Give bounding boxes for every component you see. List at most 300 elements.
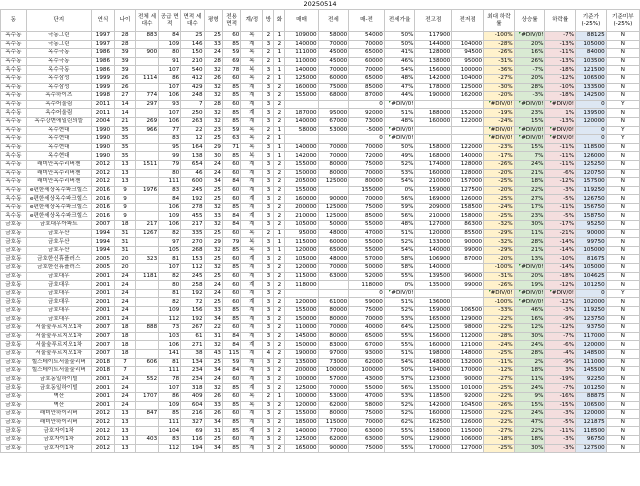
table-cell[interactable] [135,246,158,255]
table-cell[interactable]: 95000 [285,229,318,238]
table-cell[interactable]: 57000 [349,255,385,264]
column-header[interactable]: 최대 하락률 [484,10,515,32]
table-cell[interactable] [135,66,158,75]
table-cell[interactable]: 옥수동 [1,152,27,161]
table-cell[interactable]: 84 [159,32,181,41]
table-cell[interactable]: 계 [241,324,263,333]
table-cell[interactable]: 80000 [349,178,385,187]
table-cell[interactable]: 금호동 [1,427,27,436]
table-cell[interactable]: 금호대우 [26,307,91,316]
table-cell[interactable]: 복 [241,392,263,401]
column-header[interactable]: 동 [1,10,27,32]
table-cell[interactable]: 32 [204,66,222,75]
table-cell[interactable]: 11% [514,375,545,384]
table-cell[interactable]: 278 [181,203,204,212]
table-cell[interactable]: 105 [159,246,181,255]
table-cell[interactable]: -21% [545,229,576,238]
table-cell[interactable]: 60 [222,100,240,109]
table-cell[interactable]: -11% [545,427,576,436]
table-cell[interactable]: 금호동 [1,315,27,324]
table-cell[interactable]: 2 [263,32,274,41]
table-cell[interactable]: 121000 [452,341,484,350]
table-cell[interactable]: 3 [263,109,274,118]
table-cell[interactable]: 16% [514,49,545,58]
table-cell[interactable]: 170000 [415,444,452,453]
table-cell[interactable]: N [606,332,639,341]
table-cell[interactable]: 금호동 [1,264,27,273]
table-cell[interactable]: 3 [263,246,274,255]
table-cell[interactable]: 32 [204,83,222,92]
table-cell[interactable]: -5% [545,418,576,427]
column-header[interactable]: 화 [274,10,285,32]
table-cell[interactable]: 140000 [285,66,318,75]
table-cell[interactable]: 115000 [452,427,484,436]
table-cell[interactable]: 29 [204,143,222,152]
table-cell[interactable]: 85000 [349,83,385,92]
table-cell[interactable]: 31 [115,238,136,247]
table-cell[interactable]: 2 [274,444,285,453]
table-cell[interactable]: -29% [484,246,515,255]
table-cell[interactable]: 63000 [318,272,349,281]
table-cell[interactable]: 55% [384,332,415,341]
table-cell[interactable]: 금호동일하이빌 [26,384,91,393]
table-cell[interactable]: 1990 [91,135,114,144]
table-cell[interactable]: #DIV/0! [514,289,545,298]
table-cell[interactable]: N [606,169,639,178]
table-cell[interactable]: 60 [222,272,240,281]
table-cell[interactable]: 164 [181,143,204,152]
table-cell[interactable]: 20 [115,264,136,273]
table-cell[interactable]: 107 [159,66,181,75]
table-cell[interactable]: 2011 [91,109,114,118]
table-cell[interactable]: N [606,83,639,92]
table-cell[interactable]: 85 [222,83,240,92]
table-cell[interactable]: 32 [204,203,222,212]
table-cell[interactable]: 132000 [452,358,484,367]
table-cell[interactable]: 111 [159,418,181,427]
table-cell[interactable]: 0 [576,126,607,135]
table-cell[interactable] [452,135,484,144]
table-cell[interactable]: 26 [204,410,222,419]
table-cell[interactable]: 78 [222,66,240,75]
table-cell[interactable]: 3 [263,358,274,367]
table-cell[interactable]: 71 [222,143,240,152]
table-cell[interactable]: 48000 [318,255,349,264]
table-cell[interactable]: -12% [484,367,515,376]
table-cell[interactable]: 125000 [318,203,349,212]
table-cell[interactable]: 1986 [91,66,114,75]
table-cell[interactable]: 104000 [452,40,484,49]
table-cell[interactable]: 77000 [318,427,349,436]
column-header[interactable]: 면적 세대수 [181,10,204,32]
table-cell[interactable]: 85 [222,117,240,126]
table-cell[interactable]: 162500 [415,418,452,427]
table-cell[interactable]: -3% [545,444,576,453]
table-cell[interactable]: 2001 [91,392,114,401]
table-cell[interactable]: 269 [135,117,158,126]
table-cell[interactable]: 20 [115,255,136,264]
table-cell[interactable]: 13 [115,169,136,178]
table-cell[interactable]: e편한세상옥수파크힐스 [26,212,91,221]
table-cell[interactable]: #DIV/0! [545,289,576,298]
table-cell[interactable]: 156000 [415,332,452,341]
table-cell[interactable]: 2012 [91,160,114,169]
table-cell[interactable] [452,100,484,109]
table-cell[interactable]: 85 [159,410,181,419]
table-cell[interactable]: 200000 [285,203,318,212]
table-cell[interactable]: 32 [204,109,222,118]
table-cell[interactable]: -25% [484,178,515,187]
table-cell[interactable]: 192 [181,195,204,204]
table-cell[interactable]: e편한세상옥수파크힐스 [26,195,91,204]
table-cell[interactable]: #DIV/0! [545,100,576,109]
table-cell[interactable]: 금호동 [1,281,27,290]
table-cell[interactable]: 95 [159,143,181,152]
table-cell[interactable]: 34 [204,418,222,427]
table-cell[interactable]: 80 [159,49,181,58]
table-cell[interactable]: 금호동 [1,229,27,238]
table-cell[interactable]: 3 [263,324,274,333]
table-cell[interactable]: 2 [263,57,274,66]
table-cell[interactable]: 245 [181,186,204,195]
table-cell[interactable]: #DIV/0! [384,126,415,135]
table-cell[interactable]: 3 [263,272,274,281]
table-cell[interactable]: 18 [115,349,136,358]
table-cell[interactable]: 금호동 [1,307,27,316]
table-cell[interactable]: 금호대우 [26,298,91,307]
table-cell[interactable]: 24 [204,375,222,384]
table-cell[interactable]: 24 [115,298,136,307]
table-cell[interactable]: -18% [484,435,515,444]
table-cell[interactable]: 옥수동 [1,83,27,92]
table-cell[interactable]: 53000 [318,126,349,135]
table-cell[interactable]: 57000 [318,375,349,384]
table-cell[interactable]: 156750 [576,203,607,212]
table-cell[interactable]: #DIV/0! [384,100,415,109]
table-cell[interactable]: 115000 [285,272,318,281]
table-cell[interactable]: 복 [241,401,263,410]
table-cell[interactable]: 106900 [415,255,452,264]
column-header[interactable]: 전세 [318,10,349,32]
table-cell[interactable]: 2018 [91,358,114,367]
table-cell[interactable]: 계 [241,186,263,195]
table-cell[interactable]: 12 [181,135,204,144]
table-cell[interactable]: 170000 [452,367,484,376]
table-cell[interactable]: 119250 [576,186,607,195]
table-cell[interactable] [285,289,318,298]
table-cell[interactable]: -27% [484,74,515,83]
table-cell[interactable]: 105000 [285,221,318,230]
table-cell[interactable]: 100000 [285,375,318,384]
table-cell[interactable]: Y [606,135,639,144]
table-cell[interactable]: 계 [241,349,263,358]
table-cell[interactable]: 3 [263,307,274,316]
table-cell[interactable]: 옥수동 [1,92,27,101]
table-cell[interactable]: -24% [484,203,515,212]
table-cell[interactable]: 9 [115,203,136,212]
table-cell[interactable]: 3 [263,401,274,410]
table-cell[interactable]: 412 [181,74,204,83]
table-cell[interactable]: -3% [545,410,576,419]
table-cell[interactable] [135,384,158,393]
table-cell[interactable]: 234 [181,367,204,376]
table-cell[interactable]: 2 [274,160,285,169]
table-cell[interactable]: 0 [576,135,607,144]
table-cell[interactable]: 계 [241,410,263,419]
table-cell[interactable]: e편한세상옥수파크힐스 [26,186,91,195]
table-cell[interactable]: 1990 [91,152,114,161]
table-cell[interactable]: 158750 [576,212,607,221]
table-cell[interactable]: 1 [274,246,285,255]
table-cell[interactable]: 17% [514,203,545,212]
table-cell[interactable]: 127000 [415,221,452,230]
table-cell[interactable]: 70000 [318,143,349,152]
table-cell[interactable]: 1 [274,229,285,238]
table-cell[interactable]: 84 [222,221,240,230]
table-cell[interactable]: N [606,384,639,393]
table-cell[interactable]: 60 [222,298,240,307]
table-cell[interactable]: 117000 [576,332,607,341]
table-cell[interactable]: 24 [115,289,136,298]
table-cell[interactable]: 3 [263,315,274,324]
table-cell[interactable]: -10% [545,83,576,92]
table-cell[interactable]: 99000 [452,281,484,290]
table-cell[interactable]: 복 [241,152,263,161]
table-cell[interactable]: 263 [181,117,204,126]
table-cell[interactable]: 2012 [91,444,114,453]
table-cell[interactable]: 110000 [285,57,318,66]
table-cell[interactable]: 39 [115,66,136,75]
table-cell[interactable]: 계 [241,281,263,290]
table-cell[interactable]: -25% [484,212,515,221]
table-cell[interactable]: 3% [545,367,576,376]
table-cell[interactable]: 옥수어울림 [26,100,91,109]
table-cell[interactable]: N [606,410,639,419]
table-cell[interactable]: -11% [484,358,515,367]
table-cell[interactable]: 85 [222,152,240,161]
table-cell[interactable]: 174000 [415,160,452,169]
table-cell[interactable]: 2 [274,375,285,384]
table-cell[interactable]: 268 [181,246,204,255]
table-cell[interactable]: 2 [274,212,285,221]
table-cell[interactable]: 3 [263,427,274,436]
table-cell[interactable]: 248 [181,92,204,101]
table-cell[interactable] [452,289,484,298]
table-cell[interactable]: 84 [159,195,181,204]
table-cell[interactable]: -18% [545,66,576,75]
table-cell[interactable]: 158000 [415,427,452,436]
table-cell[interactable]: N [606,186,639,195]
table-cell[interactable]: 3 [263,160,274,169]
table-cell[interactable]: 101250 [576,281,607,290]
table-cell[interactable]: 24 [115,384,136,393]
table-cell[interactable]: 0 [349,289,385,298]
table-cell[interactable] [135,83,158,92]
table-cell[interactable]: 1114 [135,74,158,83]
table-cell[interactable]: 128000 [452,169,484,178]
table-cell[interactable]: #DIV/0! [384,289,415,298]
table-cell[interactable]: 128000 [415,49,452,58]
table-cell[interactable]: 2007 [91,324,114,333]
table-cell[interactable]: 2 [274,427,285,436]
table-cell[interactable]: 57% [384,375,415,384]
table-cell[interactable]: 75000 [349,160,385,169]
table-cell[interactable]: 60 [222,186,240,195]
table-cell[interactable]: 48000 [318,229,349,238]
table-cell[interactable] [135,109,158,118]
table-cell[interactable]: N [606,117,639,126]
table-cell[interactable]: 92000 [349,109,385,118]
table-cell[interactable]: 192 [181,289,204,298]
table-cell[interactable]: 25 [204,272,222,281]
table-cell[interactable]: 155000 [349,186,385,195]
table-cell[interactable]: 43000 [349,375,385,384]
table-cell[interactable]: 옥수극동 [26,49,91,58]
column-header[interactable]: 방 [263,10,274,32]
table-cell[interactable]: 28 [204,57,222,66]
table-cell[interactable]: N [606,401,639,410]
table-cell[interactable]: -9% [545,315,576,324]
table-cell[interactable]: 169000 [415,195,452,204]
table-cell[interactable]: 100000 [318,367,349,376]
table-cell[interactable]: 103 [159,332,181,341]
column-header[interactable]: 계/정 [241,10,263,32]
table-cell[interactable]: 2 [274,117,285,126]
table-cell[interactable]: 122000 [452,143,484,152]
table-cell[interactable]: 141 [159,349,181,358]
table-cell[interactable]: -20% [484,92,515,101]
table-cell[interactable]: 70000 [318,40,349,49]
table-cell[interactable]: N [606,367,639,376]
table-cell[interactable]: -27% [484,427,515,436]
table-cell[interactable]: 2% [514,358,545,367]
table-cell[interactable]: -9% [545,358,576,367]
table-cell[interactable]: -16% [545,392,576,401]
table-cell[interactable]: 32 [204,264,222,273]
table-cell[interactable]: 2001 [91,289,114,298]
table-cell[interactable]: 217 [135,221,158,230]
table-cell[interactable]: -22% [484,315,515,324]
table-cell[interactable]: 111000 [285,49,318,58]
table-cell[interactable]: 41% [384,49,415,58]
table-cell[interactable]: 24% [514,410,545,419]
table-cell[interactable]: 옥수삼성 [26,83,91,92]
table-cell[interactable]: 27% [514,195,545,204]
table-cell[interactable]: 35 [115,143,136,152]
table-cell[interactable]: 150000 [285,341,318,350]
table-cell[interactable]: 33 [204,40,222,49]
table-cell[interactable]: 옥수강변에일린의뜰 [26,117,91,126]
table-cell[interactable]: 209000 [415,203,452,212]
table-cell[interactable]: 142500 [576,92,607,101]
table-cell[interactable]: 28 [115,32,136,41]
table-cell[interactable]: 24 [115,392,136,401]
table-cell[interactable]: 297 [135,100,158,109]
table-cell[interactable]: 92250 [576,375,607,384]
table-cell[interactable]: 복 [241,49,263,58]
table-cell[interactable]: 138 [181,152,204,161]
table-cell[interactable]: 97 [159,238,181,247]
table-cell[interactable]: 158000 [452,212,484,221]
table-cell[interactable] [285,135,318,144]
table-cell[interactable]: 63 [222,135,240,144]
table-cell[interactable]: 9 [115,186,136,195]
table-cell[interactable] [135,367,158,376]
table-cell[interactable]: 금호대우 [26,272,91,281]
table-cell[interactable]: 96000 [452,272,484,281]
table-cell[interactable]: 2001 [91,281,114,290]
table-cell[interactable]: -26% [484,401,515,410]
table-cell[interactable] [135,238,158,247]
table-cell[interactable]: 2011 [91,100,114,109]
table-cell[interactable] [135,307,158,316]
table-cell[interactable]: 142000 [415,401,452,410]
table-cell[interactable]: 83000 [318,341,349,350]
table-cell[interactable]: 95250 [576,221,607,230]
table-cell[interactable]: 210000 [415,178,452,187]
table-cell[interactable]: 2001 [91,401,114,410]
table-cell[interactable]: 84 [222,212,240,221]
table-cell[interactable]: 2012 [91,435,114,444]
table-cell[interactable]: 0% [384,186,415,195]
table-cell[interactable]: 계 [241,117,263,126]
table-cell[interactable]: 2007 [91,221,114,230]
table-cell[interactable]: 106500 [576,74,607,83]
table-cell[interactable]: 84 [222,178,240,187]
table-cell[interactable]: 24 [204,49,222,58]
table-cell[interactable] [318,281,349,290]
table-cell[interactable]: -29% [484,229,515,238]
table-cell[interactable]: 옥수동 [1,117,27,126]
table-cell[interactable]: 50000 [349,264,385,273]
table-cell[interactable]: 79 [222,238,240,247]
table-cell[interactable]: 127000 [452,444,484,453]
table-cell[interactable]: -11% [545,203,576,212]
table-cell[interactable]: 160000 [415,410,452,419]
table-cell[interactable]: N [606,272,639,281]
table-cell[interactable]: 270 [181,238,204,247]
table-cell[interactable]: 옥수현대 [26,126,91,135]
table-cell[interactable]: #DIV/0! [484,100,515,109]
table-cell[interactable]: 127500 [452,186,484,195]
table-cell[interactable]: 155000 [285,307,318,316]
table-cell[interactable]: -7% [545,32,576,41]
table-cell[interactable]: -22% [484,324,515,333]
table-cell[interactable]: 160000 [285,83,318,92]
table-cell[interactable]: N [606,444,639,453]
table-cell[interactable]: 금호동일하이빌 [26,375,91,384]
table-cell[interactable]: 힐스테이트서울숲리버 [26,358,91,367]
table-cell[interactable]: 옥수동 [1,100,27,109]
table-cell[interactable]: 58000 [349,401,385,410]
table-cell[interactable]: -22% [484,392,515,401]
table-cell[interactable]: 51% [384,298,415,307]
table-cell[interactable]: 0% [384,281,415,290]
table-cell[interactable]: 63000 [349,435,385,444]
column-header[interactable]: 평형 [204,10,222,32]
table-cell[interactable]: 81 [159,255,181,264]
table-cell[interactable]: 152000 [452,109,484,118]
table-cell[interactable]: 72000 [349,152,385,161]
table-cell[interactable]: 83 [159,135,181,144]
table-cell[interactable]: 14 [115,100,136,109]
table-cell[interactable]: 2016 [91,195,114,204]
table-cell[interactable] [318,186,349,195]
table-cell[interactable]: 70000 [318,66,349,75]
table-cell[interactable]: 150 [181,49,204,58]
table-cell[interactable]: 3 [263,418,274,427]
table-cell[interactable]: -13% [545,117,576,126]
